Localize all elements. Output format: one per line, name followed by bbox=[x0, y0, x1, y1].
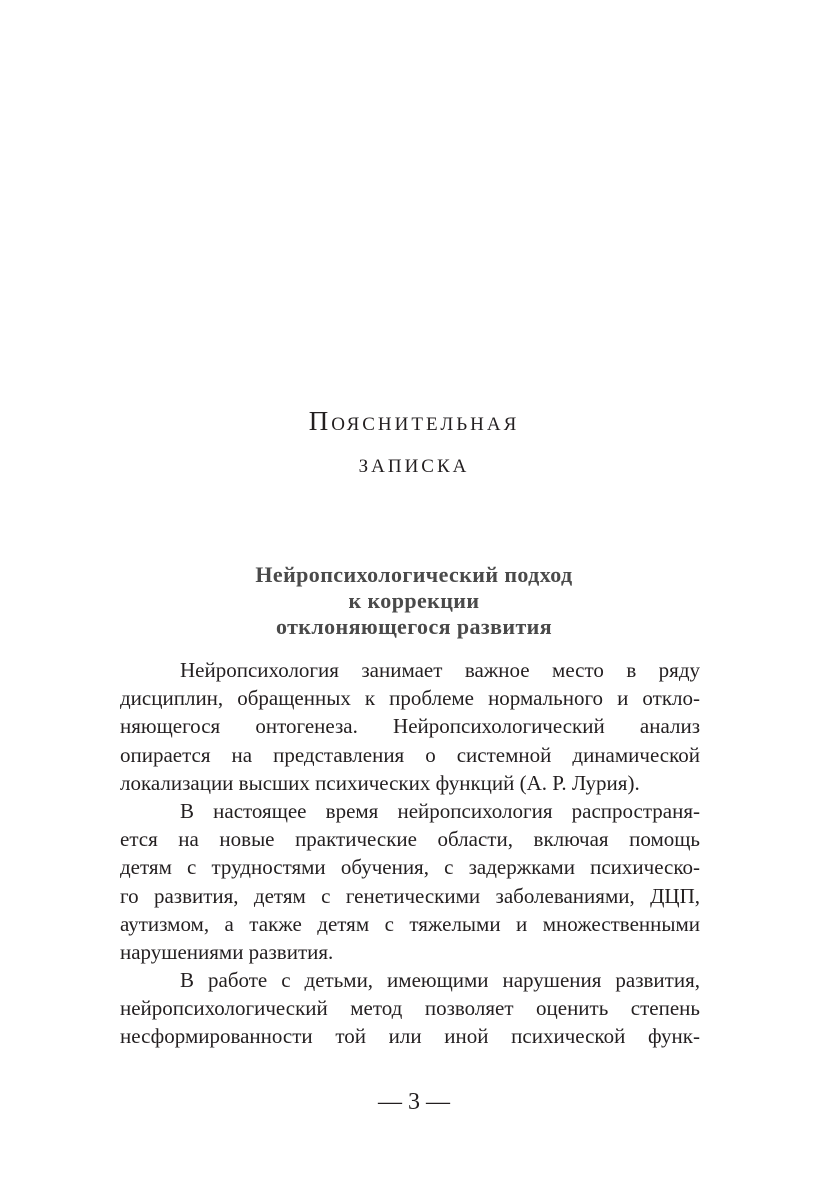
paragraph-3-line-1: В работе с детьми, имеющими нарушения развития, bbox=[180, 968, 700, 993]
page-number: — 3 — bbox=[378, 1089, 450, 1115]
body-text bbox=[120, 656, 700, 1051]
chapter-title-line-2: записка bbox=[358, 448, 470, 478]
section-heading-line-2: к коррекции bbox=[348, 588, 480, 613]
section-heading-line-3: отклоняющегося развития bbox=[275, 614, 553, 639]
paragraph-3-line-2: нейропсихологический метод позволяет оценить степень bbox=[120, 996, 700, 1021]
paragraph-2-line-3: детям с трудностями обучения, с задержками психическо- bbox=[120, 855, 700, 880]
paragraph-2-line-4: го развития, детям с генетическими заболеваниями, ДЦП, bbox=[120, 883, 700, 908]
paragraph-2-line-2: ется на новые практические области, включая помощь bbox=[120, 827, 700, 852]
paragraph-2-line-1: В настоящее время нейропсихология распространя- bbox=[180, 798, 700, 823]
paragraph-2-line-5: аутизмом, а также детям с тяжелыми и множественными bbox=[120, 911, 700, 936]
paragraph-3-line-3: несформированности той или иной психической функ- bbox=[120, 1024, 700, 1049]
paragraph-1-line-4: опирается на представления о системной динамической bbox=[120, 742, 700, 767]
paragraph-1-line-3: няющегося онтогенеза. Нейропсихологический анализ bbox=[120, 714, 700, 739]
paragraph-1-line-2: дисциплин, обращенных к проблеме нормального и откло- bbox=[120, 686, 700, 711]
section-heading bbox=[0, 562, 828, 640]
paragraph-2-line-6: нарушениями развития. bbox=[120, 939, 334, 964]
paragraph-1-line-5: локализации высших психических функций (А. Р. Лурия). bbox=[120, 770, 640, 795]
chapter-title-line-1: Пояснительная bbox=[308, 406, 520, 436]
section-heading-line-1: Нейропсихологический подход bbox=[255, 562, 573, 587]
paragraph-1-line-1: Нейропсихология занимает важное место в ряду bbox=[180, 658, 700, 682]
